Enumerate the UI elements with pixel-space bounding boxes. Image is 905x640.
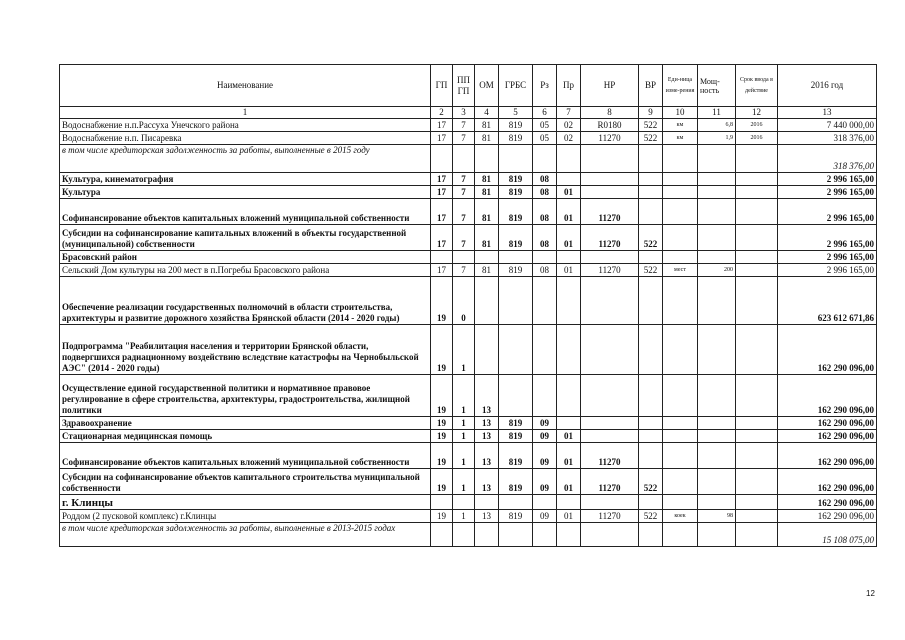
cell-om: 81 xyxy=(475,264,499,277)
cell-grbs: 819 xyxy=(499,199,533,225)
cell-amount: 162 290 096,00 xyxy=(778,417,877,430)
cell-term: 2016 xyxy=(736,119,778,132)
cell-ppgp: 1 xyxy=(453,325,475,375)
row-name: Обеспечение реализации государственных полномочий в области строительства, архитектуры и развитие дорожного хозяйства Брянской области (2014 - 2020 годы) xyxy=(60,277,431,325)
cell-vr xyxy=(639,417,663,430)
cell-grbs xyxy=(499,495,533,510)
cell-pr: 01 xyxy=(557,469,581,495)
cell-vr xyxy=(639,430,663,443)
cell-grbs: 819 xyxy=(499,173,533,186)
cell-capacity: 1,9 xyxy=(698,132,736,145)
cell-rz xyxy=(533,523,557,547)
cell-vr xyxy=(639,173,663,186)
cell-gp xyxy=(431,251,453,264)
cell-unit xyxy=(663,443,698,469)
table-row xyxy=(60,510,877,523)
cell-grbs xyxy=(499,277,533,325)
row-name: Культура xyxy=(60,186,431,199)
table-row xyxy=(60,199,877,225)
table-row xyxy=(60,417,877,430)
cell-term xyxy=(736,375,778,417)
cell-vr xyxy=(639,251,663,264)
cell-vr xyxy=(639,186,663,199)
column-number: 2 xyxy=(431,107,453,119)
column-number: 13 xyxy=(778,107,877,119)
column-number: 12 xyxy=(736,107,778,119)
header-pr: Пр xyxy=(557,65,581,107)
row-name: Культура, кинематография xyxy=(60,173,431,186)
row-name: Брасовский район xyxy=(60,251,431,264)
column-number: 11 xyxy=(698,107,736,119)
cell-pr: 02 xyxy=(557,119,581,132)
cell-capacity: 98 xyxy=(698,510,736,523)
cell-nr: 11270 xyxy=(581,199,639,225)
cell-nr xyxy=(581,325,639,375)
table-row xyxy=(60,523,877,547)
cell-om: 13 xyxy=(475,443,499,469)
cell-grbs: 819 xyxy=(499,119,533,132)
cell-gp: 17 xyxy=(431,225,453,251)
cell-grbs xyxy=(499,251,533,264)
cell-rz: 09 xyxy=(533,469,557,495)
cell-term xyxy=(736,495,778,510)
table-row xyxy=(60,132,877,145)
cell-ppgp xyxy=(453,523,475,547)
cell-term xyxy=(736,430,778,443)
column-number: 8 xyxy=(581,107,639,119)
cell-amount: 2 996 165,00 xyxy=(778,199,877,225)
budget-table xyxy=(59,64,877,547)
row-name: в том числе кредиторская задолженность за работы, выполненные в 2013-2015 годах xyxy=(60,523,431,547)
cell-pr: 01 xyxy=(557,430,581,443)
cell-capacity xyxy=(698,325,736,375)
cell-unit xyxy=(663,325,698,375)
cell-gp xyxy=(431,145,453,173)
cell-om: 13 xyxy=(475,430,499,443)
cell-ppgp xyxy=(453,251,475,264)
cell-grbs xyxy=(499,523,533,547)
cell-grbs xyxy=(499,325,533,375)
cell-gp: 17 xyxy=(431,119,453,132)
cell-om: 81 xyxy=(475,132,499,145)
cell-gp: 19 xyxy=(431,430,453,443)
cell-rz: 09 xyxy=(533,430,557,443)
cell-ppgp: 7 xyxy=(453,264,475,277)
cell-capacity xyxy=(698,251,736,264)
cell-om xyxy=(475,325,499,375)
row-name: Софинансирование объектов капитальных вложений муниципальной собственности xyxy=(60,443,431,469)
column-number: 6 xyxy=(533,107,557,119)
row-name: Сельский Дом культуры на 200 мест в п.Погребы Брасовского района xyxy=(60,264,431,277)
cell-term xyxy=(736,199,778,225)
cell-om: 13 xyxy=(475,469,499,495)
cell-grbs: 819 xyxy=(499,443,533,469)
cell-amount: 2 996 165,00 xyxy=(778,251,877,264)
cell-capacity xyxy=(698,199,736,225)
column-number: 3 xyxy=(453,107,475,119)
cell-vr xyxy=(639,495,663,510)
table-row xyxy=(60,173,877,186)
header-row xyxy=(60,65,877,107)
cell-pr: 01 xyxy=(557,264,581,277)
column-number-row xyxy=(60,107,877,119)
cell-nr: 11270 xyxy=(581,264,639,277)
row-name: Субсидии на софинансирование объектов капитального строительства муниципальной собственности xyxy=(60,469,431,495)
header-capacity: Мощ-ность xyxy=(698,65,736,107)
cell-capacity xyxy=(698,495,736,510)
cell-rz: 09 xyxy=(533,417,557,430)
cell-capacity xyxy=(698,375,736,417)
row-name: Водоснабжение н.п.Рассуха Унечского района xyxy=(60,119,431,132)
header-vr: ВР xyxy=(639,65,663,107)
header-term: Срок ввода в действие xyxy=(736,65,778,107)
cell-vr: 522 xyxy=(639,264,663,277)
cell-unit xyxy=(663,225,698,251)
cell-rz xyxy=(533,277,557,325)
cell-vr: 522 xyxy=(639,510,663,523)
cell-gp: 19 xyxy=(431,469,453,495)
column-number: 4 xyxy=(475,107,499,119)
cell-unit xyxy=(663,430,698,443)
row-name: Стационарная медицинская помощь xyxy=(60,430,431,443)
cell-vr xyxy=(639,277,663,325)
table-row xyxy=(60,251,877,264)
cell-pr: 01 xyxy=(557,186,581,199)
cell-vr xyxy=(639,443,663,469)
cell-pr: 02 xyxy=(557,132,581,145)
cell-om: 81 xyxy=(475,119,499,132)
cell-amount: 2 996 165,00 xyxy=(778,225,877,251)
header-grbs: ГРБС xyxy=(499,65,533,107)
cell-capacity xyxy=(698,277,736,325)
cell-om xyxy=(475,495,499,510)
cell-amount: 2 996 165,00 xyxy=(778,173,877,186)
cell-ppgp: 7 xyxy=(453,199,475,225)
header-rz: Рз xyxy=(533,65,557,107)
row-name: Субсидии на софинансирование капитальных вложений в объекты государственной (муниципальной) собственности xyxy=(60,225,431,251)
cell-om: 13 xyxy=(475,510,499,523)
cell-gp: 19 xyxy=(431,325,453,375)
cell-rz: 05 xyxy=(533,132,557,145)
cell-term xyxy=(736,443,778,469)
cell-unit xyxy=(663,523,698,547)
cell-om xyxy=(475,145,499,173)
cell-amount: 318 376,00 xyxy=(778,132,877,145)
column-number: 5 xyxy=(499,107,533,119)
table-row xyxy=(60,225,877,251)
cell-capacity xyxy=(698,469,736,495)
cell-term xyxy=(736,251,778,264)
cell-rz xyxy=(533,145,557,173)
cell-capacity: 6,8 xyxy=(698,119,736,132)
cell-om: 81 xyxy=(475,225,499,251)
cell-om: 81 xyxy=(475,199,499,225)
cell-vr: 522 xyxy=(639,119,663,132)
cell-unit: км xyxy=(663,132,698,145)
cell-rz: 05 xyxy=(533,119,557,132)
cell-nr xyxy=(581,145,639,173)
cell-term xyxy=(736,523,778,547)
cell-gp: 17 xyxy=(431,264,453,277)
cell-capacity xyxy=(698,523,736,547)
table-body xyxy=(60,119,877,547)
cell-unit xyxy=(663,469,698,495)
cell-rz: 08 xyxy=(533,173,557,186)
cell-unit xyxy=(663,199,698,225)
cell-gp: 19 xyxy=(431,375,453,417)
cell-ppgp: 1 xyxy=(453,469,475,495)
cell-gp: 17 xyxy=(431,199,453,225)
cell-vr xyxy=(639,375,663,417)
row-name: в том числе кредиторская задолженность за работы, выполненные в 2015 году xyxy=(60,145,431,173)
cell-nr: 11270 xyxy=(581,443,639,469)
cell-unit xyxy=(663,186,698,199)
cell-gp: 19 xyxy=(431,277,453,325)
table-row xyxy=(60,430,877,443)
row-name: г. Клинцы xyxy=(60,495,431,510)
cell-om xyxy=(475,277,499,325)
table-row xyxy=(60,375,877,417)
cell-unit: мест xyxy=(663,264,698,277)
cell-unit xyxy=(663,145,698,173)
cell-vr xyxy=(639,325,663,375)
cell-grbs: 819 xyxy=(499,469,533,495)
table-row xyxy=(60,145,877,173)
cell-nr xyxy=(581,173,639,186)
cell-term xyxy=(736,145,778,173)
cell-pr: 01 xyxy=(557,510,581,523)
cell-capacity xyxy=(698,417,736,430)
cell-capacity xyxy=(698,443,736,469)
cell-ppgp: 7 xyxy=(453,173,475,186)
cell-gp xyxy=(431,495,453,510)
cell-capacity xyxy=(698,430,736,443)
page-number: 12 xyxy=(866,589,875,598)
row-name: Софинансирование объектов капитальных вложений муниципальной собственности xyxy=(60,199,431,225)
header-unit: Еди-ница изме-рения xyxy=(663,65,698,107)
cell-pr: 01 xyxy=(557,199,581,225)
cell-nr: 11270 xyxy=(581,132,639,145)
cell-nr: 11270 xyxy=(581,225,639,251)
cell-rz xyxy=(533,251,557,264)
cell-capacity xyxy=(698,145,736,173)
row-name: Водоснабжение н.п. Писаревка xyxy=(60,132,431,145)
header-name: Наименование xyxy=(60,65,431,107)
cell-amount: 162 290 096,00 xyxy=(778,375,877,417)
cell-capacity: 200 xyxy=(698,264,736,277)
cell-nr xyxy=(581,417,639,430)
cell-grbs: 819 xyxy=(499,264,533,277)
cell-amount: 162 290 096,00 xyxy=(778,443,877,469)
cell-nr: 11270 xyxy=(581,510,639,523)
cell-pr xyxy=(557,523,581,547)
cell-ppgp: 1 xyxy=(453,417,475,430)
table-row xyxy=(60,119,877,132)
table-row xyxy=(60,495,877,510)
cell-grbs xyxy=(499,145,533,173)
cell-om: 81 xyxy=(475,173,499,186)
cell-term xyxy=(736,277,778,325)
cell-ppgp: 7 xyxy=(453,132,475,145)
cell-unit xyxy=(663,375,698,417)
header-om: ОМ xyxy=(475,65,499,107)
cell-nr xyxy=(581,277,639,325)
cell-gp: 17 xyxy=(431,132,453,145)
cell-nr: R0180 xyxy=(581,119,639,132)
cell-grbs: 819 xyxy=(499,417,533,430)
cell-amount: 162 290 096,00 xyxy=(778,510,877,523)
cell-rz xyxy=(533,495,557,510)
cell-nr: 11270 xyxy=(581,469,639,495)
cell-pr xyxy=(557,173,581,186)
cell-grbs: 819 xyxy=(499,186,533,199)
table-row xyxy=(60,186,877,199)
cell-ppgp: 7 xyxy=(453,119,475,132)
cell-grbs: 819 xyxy=(499,132,533,145)
cell-capacity xyxy=(698,173,736,186)
cell-pr xyxy=(557,325,581,375)
cell-term xyxy=(736,469,778,495)
cell-om xyxy=(475,523,499,547)
cell-rz: 08 xyxy=(533,264,557,277)
cell-amount: 2 996 165,00 xyxy=(778,186,877,199)
header-gp: ГП xyxy=(431,65,453,107)
cell-grbs: 819 xyxy=(499,510,533,523)
cell-grbs xyxy=(499,375,533,417)
cell-ppgp: 7 xyxy=(453,186,475,199)
table-row xyxy=(60,264,877,277)
cell-term: 2016 xyxy=(736,132,778,145)
cell-ppgp xyxy=(453,495,475,510)
cell-rz xyxy=(533,325,557,375)
cell-vr xyxy=(639,145,663,173)
cell-unit xyxy=(663,173,698,186)
cell-unit: км xyxy=(663,119,698,132)
cell-nr xyxy=(581,186,639,199)
cell-unit xyxy=(663,417,698,430)
cell-nr xyxy=(581,523,639,547)
cell-gp: 19 xyxy=(431,510,453,523)
cell-vr: 522 xyxy=(639,132,663,145)
cell-ppgp xyxy=(453,145,475,173)
column-number: 10 xyxy=(663,107,698,119)
cell-amount: 162 290 096,00 xyxy=(778,325,877,375)
cell-term xyxy=(736,186,778,199)
table-row xyxy=(60,325,877,375)
cell-term xyxy=(736,417,778,430)
header-year: 2016 год xyxy=(778,65,877,107)
column-number: 9 xyxy=(639,107,663,119)
cell-gp: 19 xyxy=(431,443,453,469)
cell-term xyxy=(736,173,778,186)
cell-capacity xyxy=(698,186,736,199)
cell-term xyxy=(736,225,778,251)
row-name: Подпрограмма "Реабилитация населения и территории Брянской области, подвергшихся радиационному воздействию вследствие катастрофы на Чернобыльской АЭС" (2014 - 2020 годы) xyxy=(60,325,431,375)
cell-gp: 19 xyxy=(431,417,453,430)
cell-nr xyxy=(581,430,639,443)
cell-pr xyxy=(557,145,581,173)
cell-amount: 162 290 096,00 xyxy=(778,495,877,510)
cell-vr xyxy=(639,199,663,225)
cell-amount: 162 290 096,00 xyxy=(778,430,877,443)
cell-term xyxy=(736,510,778,523)
column-number: 1 xyxy=(60,107,431,119)
cell-capacity xyxy=(698,225,736,251)
cell-pr xyxy=(557,375,581,417)
header-nr: НР xyxy=(581,65,639,107)
cell-pr xyxy=(557,277,581,325)
cell-pr: 01 xyxy=(557,225,581,251)
cell-unit xyxy=(663,277,698,325)
cell-pr xyxy=(557,251,581,264)
cell-gp: 17 xyxy=(431,173,453,186)
row-name: Роддом (2 пусковой комплекс) г.Клинцы xyxy=(60,510,431,523)
cell-unit xyxy=(663,495,698,510)
table-row xyxy=(60,443,877,469)
cell-term xyxy=(736,264,778,277)
header-ppgp: ППГП xyxy=(453,65,475,107)
cell-ppgp: 1 xyxy=(453,375,475,417)
cell-ppgp: 1 xyxy=(453,510,475,523)
cell-grbs: 819 xyxy=(499,225,533,251)
cell-grbs: 819 xyxy=(499,430,533,443)
cell-rz: 09 xyxy=(533,510,557,523)
table-row xyxy=(60,469,877,495)
cell-gp: 17 xyxy=(431,186,453,199)
cell-rz: 08 xyxy=(533,199,557,225)
cell-amount: 162 290 096,00 xyxy=(778,469,877,495)
cell-om: 81 xyxy=(475,186,499,199)
cell-vr xyxy=(639,523,663,547)
cell-rz: 08 xyxy=(533,225,557,251)
row-name: Здравоохранение xyxy=(60,417,431,430)
cell-om: 13 xyxy=(475,375,499,417)
cell-rz xyxy=(533,375,557,417)
cell-nr xyxy=(581,375,639,417)
cell-rz: 09 xyxy=(533,443,557,469)
cell-amount: 15 108 075,00 xyxy=(778,523,877,547)
cell-om: 13 xyxy=(475,417,499,430)
cell-gp xyxy=(431,523,453,547)
cell-ppgp: 1 xyxy=(453,430,475,443)
cell-vr: 522 xyxy=(639,469,663,495)
cell-amount: 7 440 000,00 xyxy=(778,119,877,132)
cell-ppgp: 0 xyxy=(453,277,475,325)
cell-unit: коек xyxy=(663,510,698,523)
cell-amount: 623 612 671,86 xyxy=(778,277,877,325)
cell-amount: 318 376,00 xyxy=(778,145,877,173)
cell-unit xyxy=(663,251,698,264)
cell-pr: 01 xyxy=(557,443,581,469)
cell-nr xyxy=(581,251,639,264)
cell-amount: 2 996 165,00 xyxy=(778,264,877,277)
table-row xyxy=(60,277,877,325)
row-name: Осуществление единой государственной политики и нормативное правовое регулирование в сфере строительства, архитектуры, градостроительства, жилищной политики xyxy=(60,375,431,417)
cell-ppgp: 7 xyxy=(453,225,475,251)
cell-om xyxy=(475,251,499,264)
column-number: 7 xyxy=(557,107,581,119)
cell-nr xyxy=(581,495,639,510)
cell-vr: 522 xyxy=(639,225,663,251)
cell-term xyxy=(736,325,778,375)
cell-ppgp: 1 xyxy=(453,443,475,469)
cell-pr xyxy=(557,417,581,430)
cell-pr xyxy=(557,495,581,510)
cell-rz: 08 xyxy=(533,186,557,199)
